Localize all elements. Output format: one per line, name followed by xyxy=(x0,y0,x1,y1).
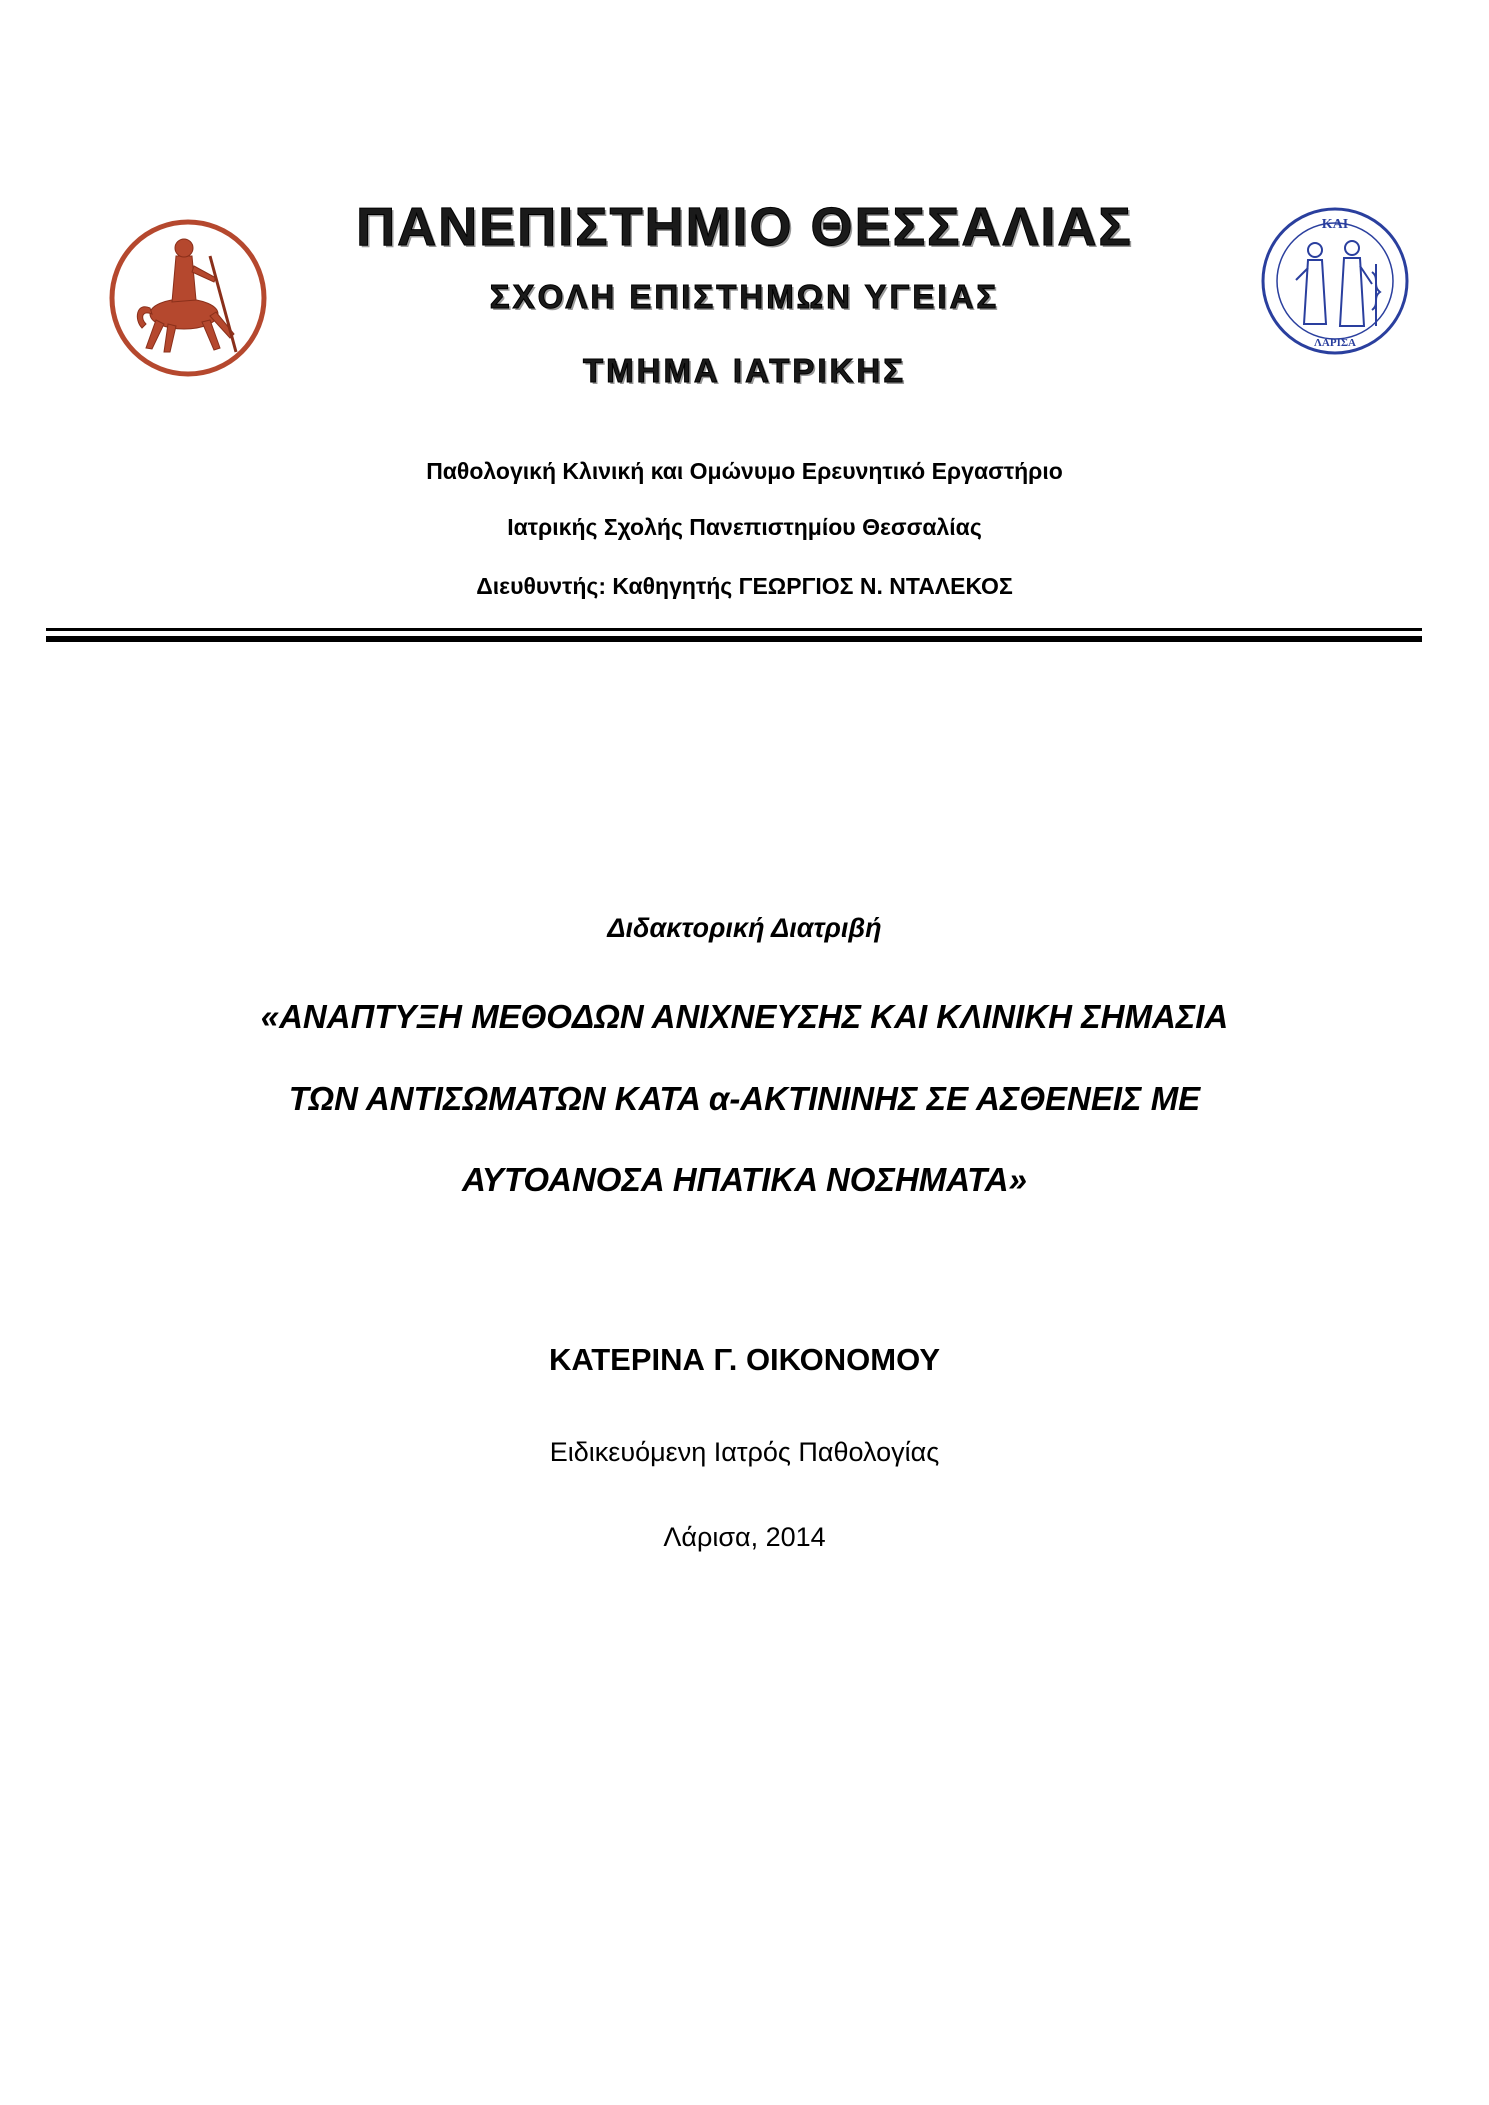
author-position: Ειδικευόμενη Ιατρός Παθολογίας xyxy=(549,1437,940,1467)
thesis-title-line-3: ΑΥΤΟΑΝΟΣΑ ΗΠΑΤΙΚΑ ΝΟΣΗΜΑΤΑ» xyxy=(462,1161,1027,1198)
header-divider-thick xyxy=(46,636,1422,642)
thesis-title-line-2: ΤΩΝ ΑΝΤΙΣΩΜΑΤΩΝ ΚΑΤΑ α-ΑΚΤΙΝΙΝΗΣ ΣΕ ΑΣΘΕΝΕΙΣ ΜΕ xyxy=(288,1080,1201,1117)
seal-text-bottom: ΛΑΡΙΣΑ xyxy=(1314,337,1356,349)
university-title: ΠΑΝΕΠΙΣΤΗΜΙΟ ΘΕΣΣΑΛΙΑΣ xyxy=(356,197,1133,257)
document-type: Διδακτορική Διατριβή xyxy=(607,913,882,943)
seal-text-top: ΚΑΙ xyxy=(1321,217,1349,232)
author-name: ΚΑΤΕΡΙΝΑ Γ. ΟΙΚΟΝΟΜΟΥ xyxy=(549,1342,940,1377)
lab-line-1: Παθολογική Κλινική και Ομώνυμο Ερευνητικό Εργαστήριο xyxy=(426,458,1063,484)
lab-line-2: Ιατρικής Σχολής Πανεπιστημίου Θεσσαλίας xyxy=(507,514,982,540)
department-title: ΤΜΗΜΑ ΙΑΤΡΙΚΗΣ xyxy=(582,352,907,389)
place-date: Λάρισα, 2014 xyxy=(663,1522,826,1552)
school-title: ΣΧΟΛΗ ΕΠΙΣΤΗΜΩΝ ΥΓΕΙΑΣ xyxy=(489,278,1000,315)
header-divider-thin xyxy=(46,628,1422,631)
thesis-title-line-1: «ΑΝΑΠΤΥΞΗ ΜΕΘΟΔΩΝ ΑΝΙΧΝΕΥΣΗΣ ΚΑΙ ΚΛΙΝΙΚΗ ΣΗΜΑΣΙΑ xyxy=(260,998,1229,1035)
lab-director-line: Διευθυντής: Καθηγητής ΓΕΩΡΓΙΟΣ Ν. ΝΤΑΛΕΚΟΣ xyxy=(476,573,1013,599)
